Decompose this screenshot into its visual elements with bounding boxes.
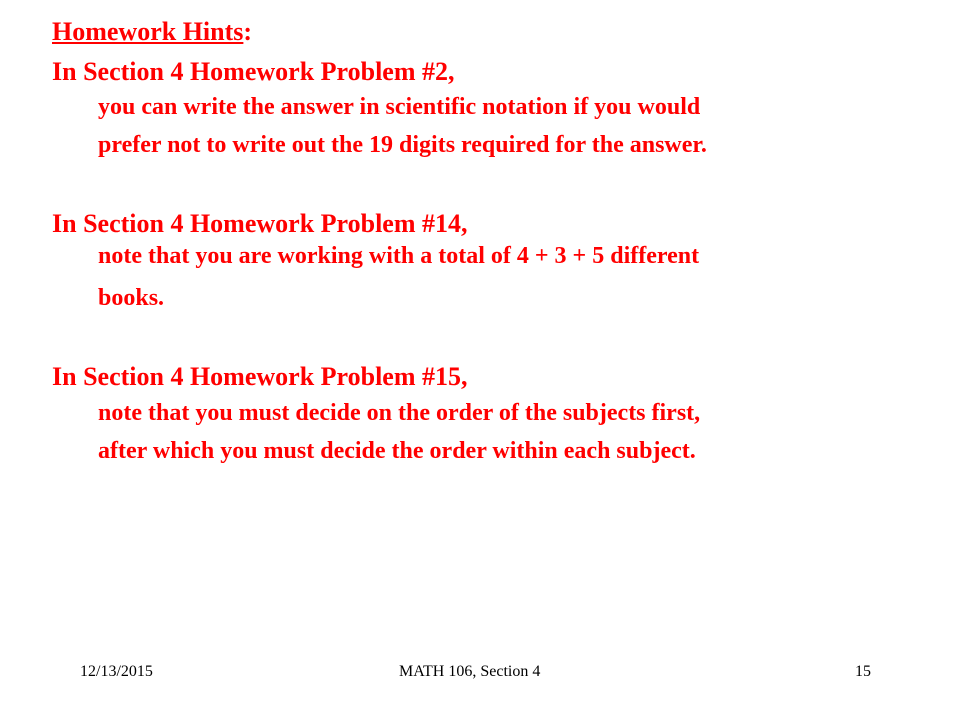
slide-title bbox=[52, 16, 252, 48]
hint-body-problem-15-line-2: after which you must decide the order within each subject. bbox=[98, 438, 696, 464]
hint-heading-problem-15: In Section 4 Homework Problem #15, bbox=[52, 362, 468, 391]
hint-body-problem-2-line-2: prefer not to write out the 19 digits required for the answer. bbox=[98, 132, 707, 158]
hint-heading-problem-14: In Section 4 Homework Problem #14, bbox=[52, 209, 468, 238]
hint-body-problem-15-line-1: note that you must decide on the order of the subjects first, bbox=[98, 400, 701, 426]
footer-page-number: 15 bbox=[855, 663, 871, 680]
hint-body-problem-2-line-1: you can write the answer in scientific notation if you would bbox=[98, 94, 701, 120]
footer-date: 12/13/2015 bbox=[80, 663, 153, 680]
hint-body-problem-14-line-2: books. bbox=[98, 285, 165, 311]
hint-body-problem-14-line-1: note that you are working with a total of 4 + 3 + 5 different bbox=[98, 243, 700, 269]
slide-title-text: Homework Hints bbox=[52, 17, 244, 46]
hint-heading-problem-2: In Section 4 Homework Problem #2, bbox=[52, 57, 455, 86]
footer-course: MATH 106, Section 4 bbox=[399, 663, 541, 680]
slide-title-colon: : bbox=[243, 17, 253, 46]
